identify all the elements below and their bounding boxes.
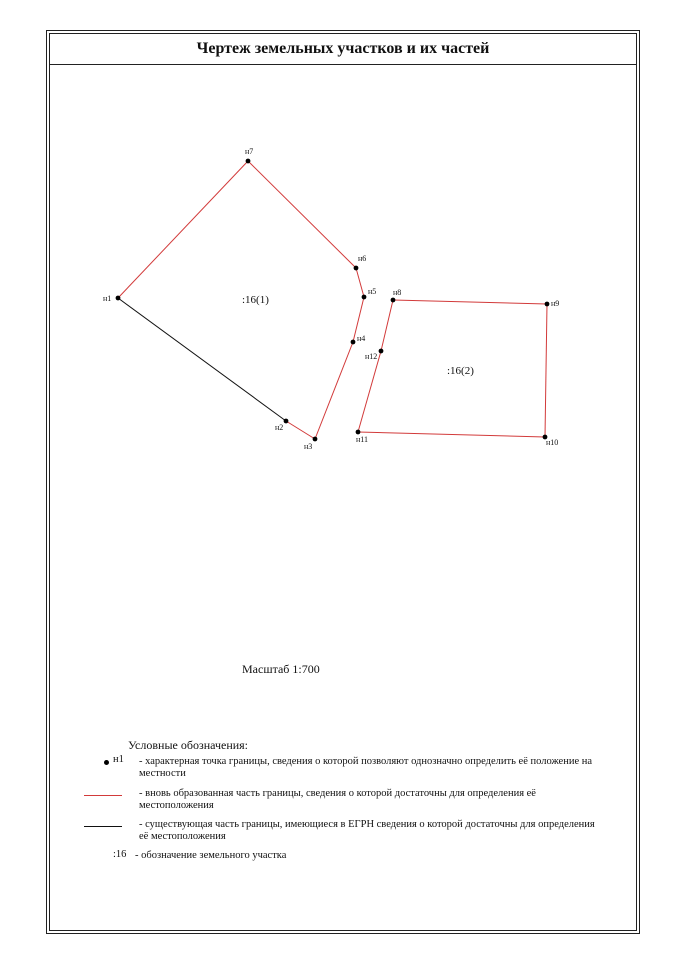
boundary-н7-н1 <box>118 161 248 298</box>
boundary-point-9 <box>545 302 550 307</box>
parcel-label-2: :16(2) <box>447 365 474 377</box>
boundary-н3-н4 <box>315 342 353 439</box>
boundary-н2-н3 <box>286 421 315 439</box>
legend-point-text: - характерная точка границы, сведения о которой позволяют однозначно определить её положение на местности <box>139 756 593 779</box>
boundary-point-11 <box>356 430 361 435</box>
boundary-point-6 <box>354 266 359 271</box>
boundary-н11-н12 <box>358 351 381 432</box>
point-label-7: н7 <box>245 147 254 156</box>
boundary-point-7 <box>246 159 251 164</box>
boundary-point-4 <box>351 340 356 345</box>
point-label-3: н3 <box>304 442 313 451</box>
point-label-9: н9 <box>551 299 560 308</box>
legend-parcel-text: - обозначение земельного участка <box>135 850 287 861</box>
boundary-н8-н9 <box>393 300 547 304</box>
boundary-point-2 <box>284 419 289 424</box>
point-label-10: н10 <box>546 438 559 447</box>
boundary-point-3 <box>313 437 318 442</box>
boundary-point-1 <box>116 296 121 301</box>
legend-new-line-symbol <box>84 795 122 796</box>
boundary-point-8 <box>391 298 396 303</box>
legend-point-symbol <box>104 760 109 765</box>
boundary-н5-н6 <box>356 268 364 297</box>
boundary-н12-н8 <box>381 300 393 351</box>
boundary-point-5 <box>362 295 367 300</box>
point-label-1: н1 <box>103 294 112 303</box>
point-label-8: н8 <box>393 288 402 297</box>
point-label-6: н6 <box>358 254 367 263</box>
boundary-н1-н2 <box>118 298 286 421</box>
point-label-2: н2 <box>275 423 284 432</box>
legend-heading: Условные обозначения: <box>128 738 249 752</box>
parcel-label-1: :16(1) <box>242 294 269 306</box>
scale-label: Масштаб 1:700 <box>242 662 320 676</box>
legend-new-line-text: - вновь образованная часть границы, сведения о которой достаточны для определения её местоположения <box>139 788 536 811</box>
boundary-н9-н10 <box>545 304 547 437</box>
page-title: Чертеж земельных участков и их частей <box>196 40 490 57</box>
point-label-5: н5 <box>368 287 377 296</box>
legend-point-label: н1 <box>113 754 124 765</box>
legend-existing-line-symbol <box>84 826 122 827</box>
point-label-12: н12 <box>365 352 378 361</box>
point-label-11: н11 <box>356 435 368 444</box>
boundary-н10-н11 <box>358 432 545 437</box>
point-label-4: н4 <box>357 334 366 343</box>
boundary-н6-н7 <box>248 161 356 268</box>
legend-existing-line-text: - существующая часть границы, имеющиеся в ЕГРН сведения о которой достаточны для определения её местоположения <box>139 819 595 842</box>
boundary-point-12 <box>379 349 384 354</box>
legend-parcel-symbol: :16 <box>113 849 127 860</box>
